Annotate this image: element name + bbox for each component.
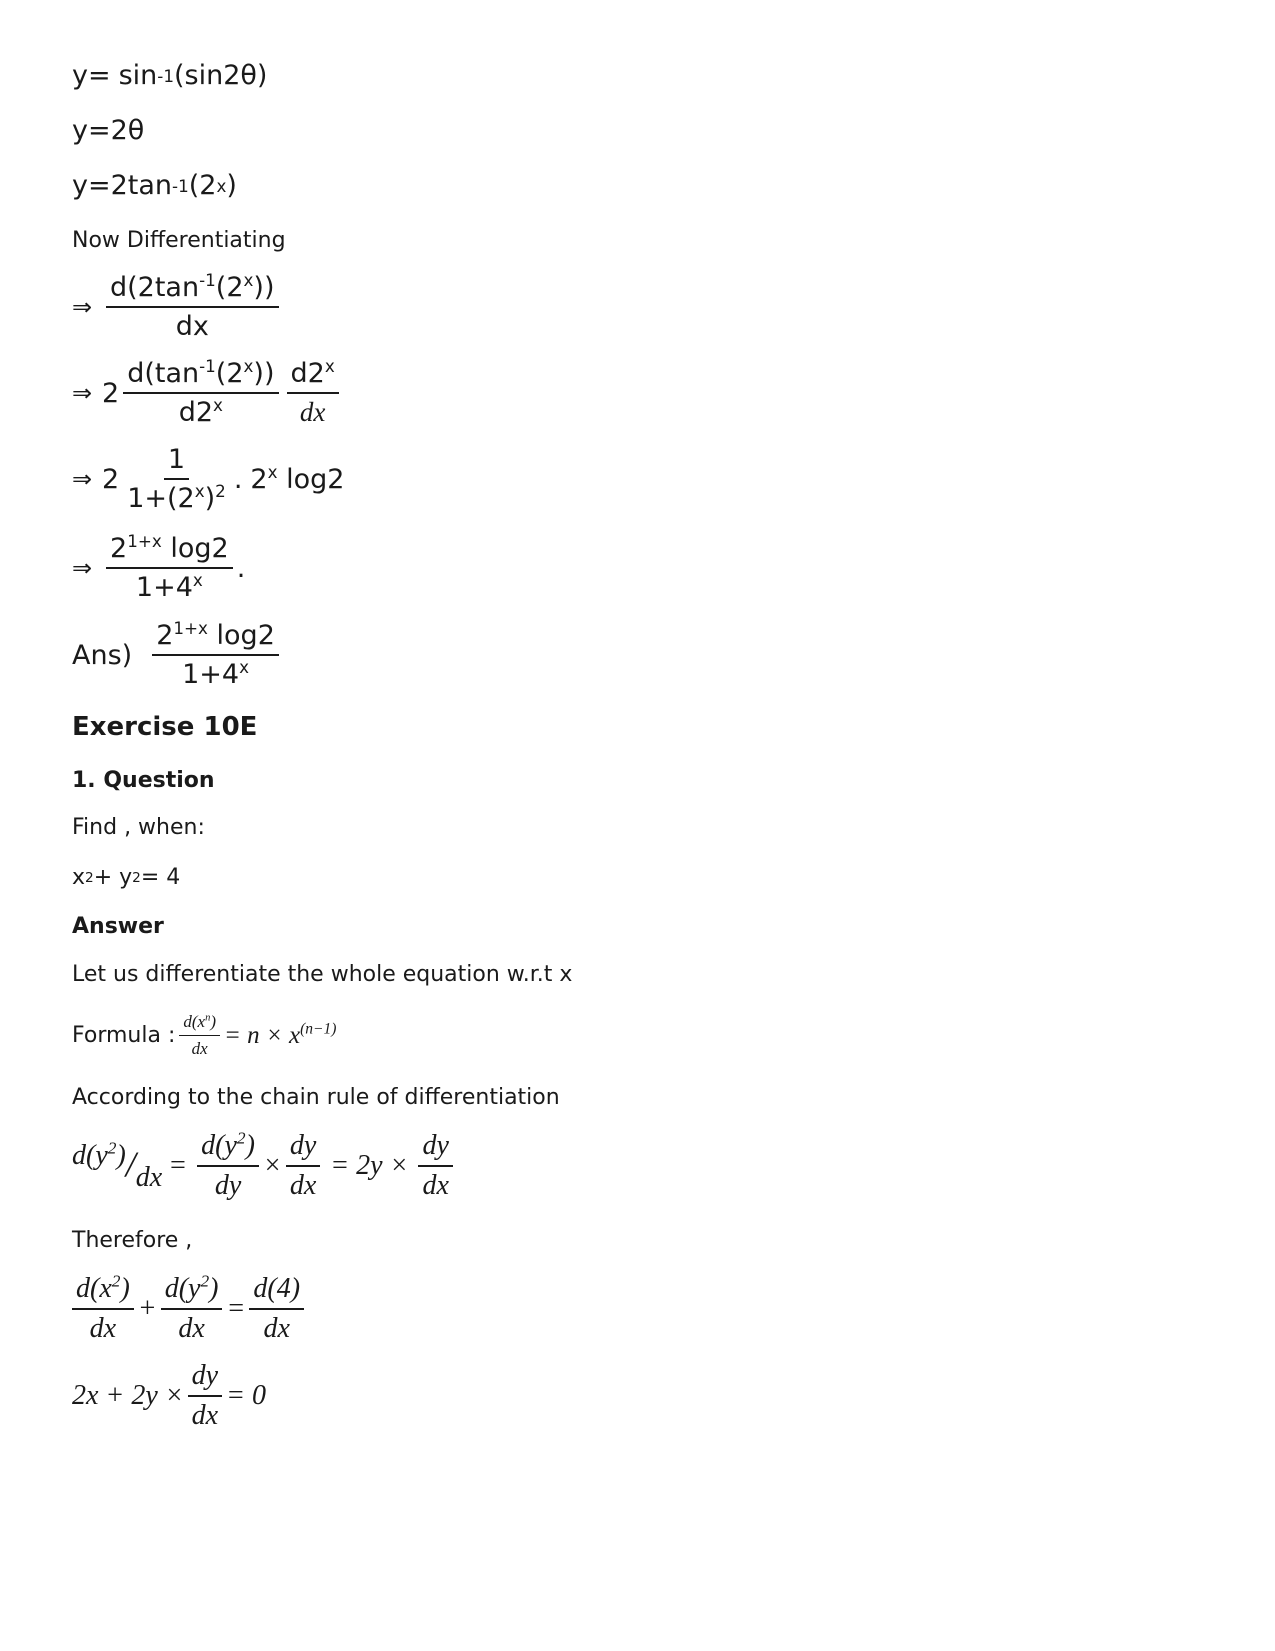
heading-text: 1. Question	[72, 768, 215, 793]
plus: +	[137, 1293, 157, 1324]
eq-text: = 2y ×	[330, 1150, 409, 1181]
period: .	[236, 552, 246, 584]
numerator: $2^{1+x}$ log2	[106, 533, 233, 569]
coefficient: 2	[102, 377, 120, 409]
coefficient: 2	[102, 463, 120, 495]
slash: /	[125, 1144, 136, 1184]
formula-line	[72, 1012, 336, 1059]
denominator: dx	[289, 1170, 317, 1201]
fraction	[286, 1130, 320, 1202]
denominator: dy	[214, 1170, 242, 1201]
differentiate-text	[72, 962, 572, 987]
numerator: $d(2\tan^{-1}(2^x))$	[106, 272, 279, 308]
eq-text: y=2tan	[72, 170, 173, 201]
numerator: dy	[286, 1130, 320, 1167]
numerator: d(4)	[249, 1273, 304, 1310]
fraction	[123, 444, 230, 514]
heading-text: Exercise 10E	[72, 712, 258, 742]
fraction	[106, 533, 233, 603]
fraction	[188, 1360, 222, 1432]
eq-lhs-den: dx	[135, 1162, 163, 1193]
denominator: dx	[191, 1400, 219, 1431]
formula-rhs: = $n \times x^{(n-1)}$	[224, 1020, 337, 1049]
eq-text: 2$^x$ log2	[250, 461, 345, 495]
given-equation: x 2 + y 2 = 4	[72, 865, 181, 890]
denominator: dx	[263, 1313, 290, 1344]
eq-lhs: $d(y^2)$	[72, 1138, 126, 1171]
times: ×	[262, 1150, 282, 1181]
denominator: dx	[299, 397, 326, 427]
paragraph-text: Now Differentiating	[72, 228, 286, 253]
therefore-text	[72, 1228, 192, 1253]
implies-arrow: ⇒	[72, 465, 93, 493]
numerator: dy	[188, 1360, 222, 1397]
fraction	[106, 272, 279, 342]
numerator: $d(\tan^{-1}(2^x))$	[123, 358, 278, 394]
fraction	[249, 1273, 304, 1345]
sum-equation	[72, 1273, 308, 1345]
fraction	[179, 1012, 220, 1059]
formula-label: Formula :	[72, 1023, 176, 1048]
paragraph-text: Find , when:	[72, 815, 205, 840]
denominator: d2$^x$	[178, 395, 223, 428]
denominator: $1+4^x$	[182, 657, 249, 690]
fraction	[72, 1273, 134, 1345]
find-when-text	[72, 815, 205, 840]
numerator: $d(x^n)$	[179, 1012, 220, 1036]
equation-y-2arctan: y=2tan -1 (2 x )	[72, 170, 237, 201]
eq-text: (sin2θ)	[173, 60, 268, 91]
numerator: $d(y^2)$	[197, 1130, 259, 1167]
answer-equation	[72, 620, 283, 690]
exercise-heading	[72, 712, 257, 742]
eq-text: sin	[118, 60, 158, 91]
denominator: $1+4^x$	[135, 570, 203, 603]
denominator: dx	[191, 1039, 208, 1058]
eq-text: y=2θ	[72, 115, 145, 146]
step-4-equation	[72, 533, 245, 603]
denominator: dx	[422, 1170, 449, 1201]
equals: =	[168, 1150, 188, 1181]
answer-heading	[72, 914, 164, 939]
fraction	[197, 1130, 259, 1202]
denominator: dx	[175, 311, 209, 342]
equation-y-arcsin: y= sin -1 (sin2θ)	[72, 60, 268, 91]
fraction	[418, 1130, 452, 1202]
dot-operator: .	[233, 463, 243, 495]
equation-y-2theta	[72, 115, 144, 146]
step-2-equation	[72, 358, 343, 428]
denominator: $1+(2^x)^2$	[127, 481, 226, 514]
chain-rule-text	[72, 1085, 560, 1110]
fraction	[152, 620, 279, 690]
denominator: dx	[178, 1313, 205, 1344]
paragraph-text: According to the chain rule of differentiation	[72, 1085, 560, 1110]
fraction	[161, 1273, 223, 1345]
step-3-equation	[72, 444, 344, 514]
eq-text: y=	[72, 60, 111, 91]
eq-text: 2x + 2y ×	[72, 1380, 184, 1411]
chain-rule-equation	[72, 1130, 457, 1202]
implies-arrow: ⇒	[72, 554, 93, 582]
numerator: d2$^x$	[287, 358, 339, 394]
numerator: $d(y^2)$	[161, 1273, 223, 1310]
final-equation	[72, 1360, 266, 1432]
implies-arrow: ⇒	[72, 293, 93, 321]
numerator: $2^{1+x}$ log2	[152, 620, 279, 656]
denominator: dx	[89, 1313, 117, 1344]
fraction	[123, 358, 278, 428]
ans-label: Ans)	[72, 639, 133, 671]
paragraph-text: Therefore ,	[72, 1228, 193, 1253]
equals: =	[226, 1293, 246, 1324]
implies-arrow: ⇒	[72, 379, 93, 407]
numerator: 1	[164, 444, 189, 480]
eq-text: )	[226, 170, 237, 201]
fraction	[287, 358, 339, 428]
question-heading	[72, 768, 215, 793]
step-1-equation	[72, 272, 283, 342]
paragraph-text: Let us differentiate the whole equation w.r.t x	[72, 962, 573, 987]
now-differentiating-text	[72, 228, 286, 253]
numerator: $d(x^2)$	[72, 1273, 134, 1310]
eq-text: (2	[188, 170, 217, 201]
numerator: dy	[418, 1130, 452, 1167]
eq-text: = 0	[226, 1380, 266, 1411]
heading-text: Answer	[72, 914, 164, 939]
